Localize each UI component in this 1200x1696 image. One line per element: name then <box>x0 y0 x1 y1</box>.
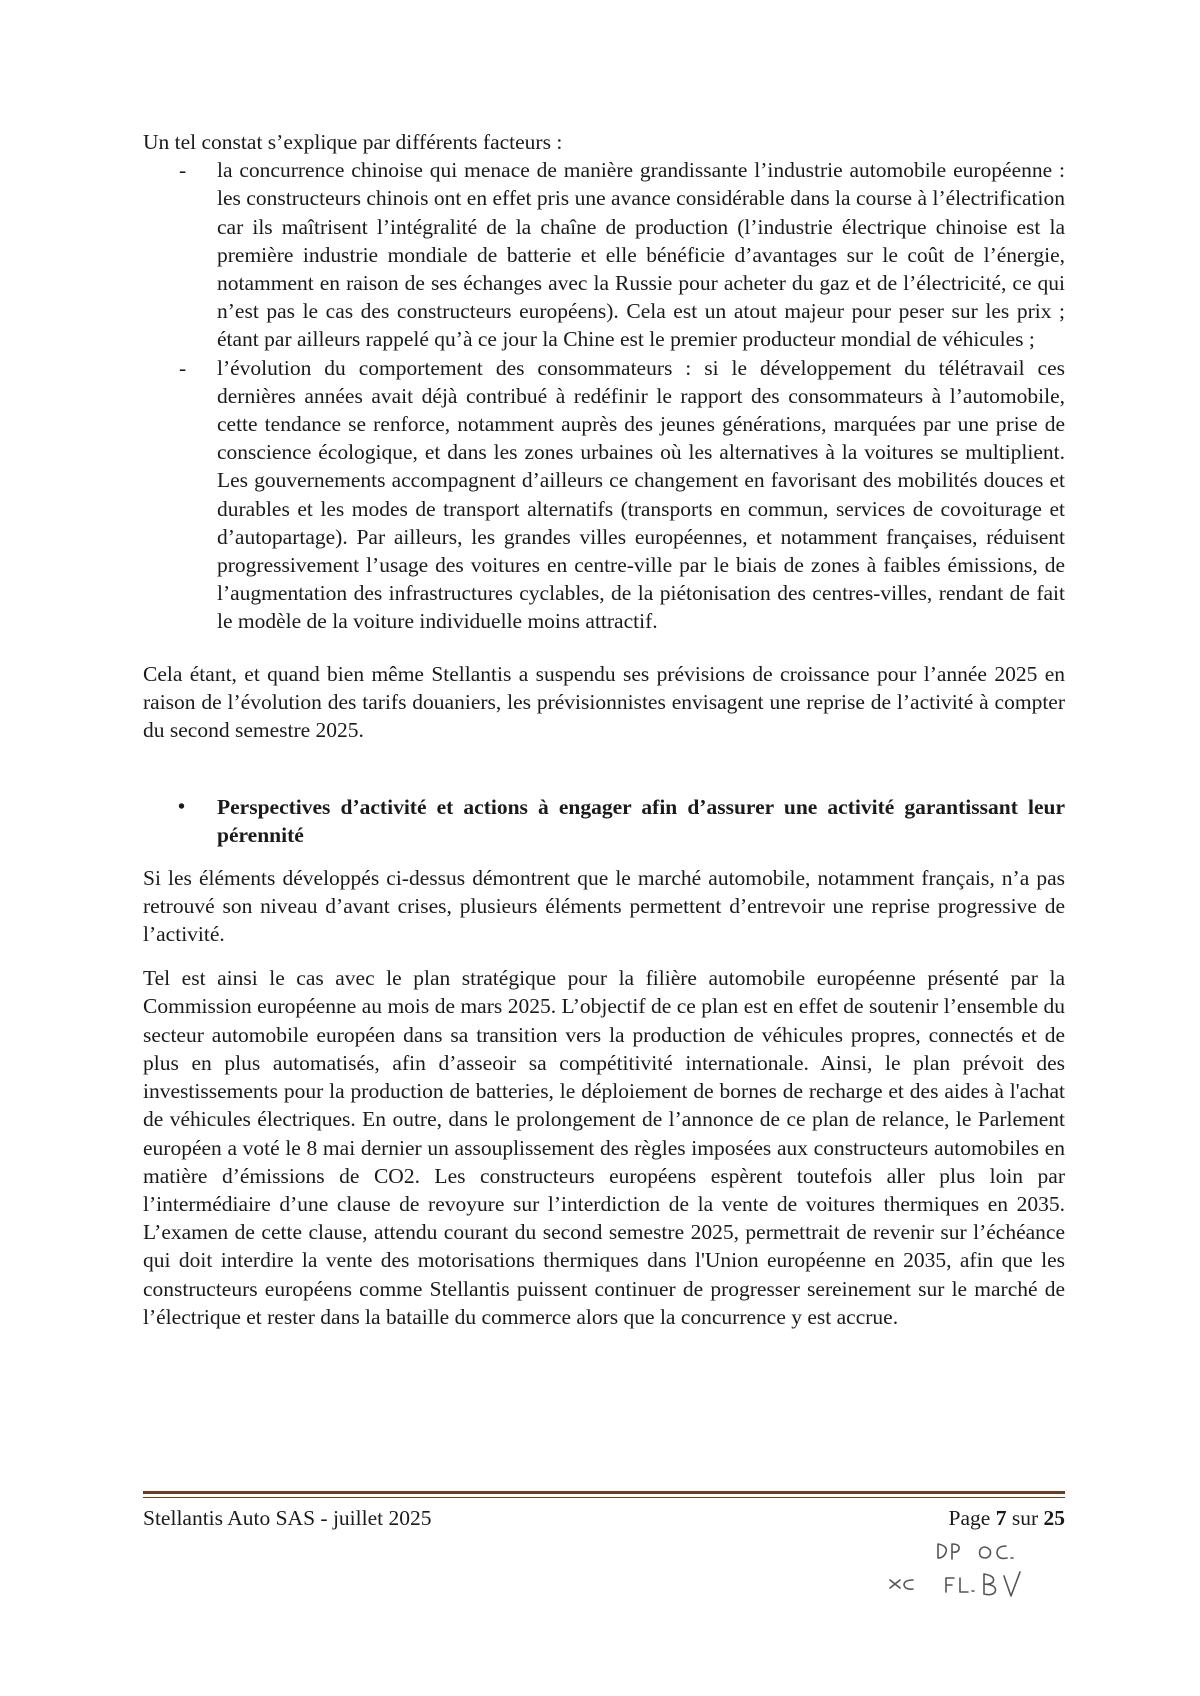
factors-list <box>143 156 1065 635</box>
footer-rule-thick <box>143 1491 1065 1494</box>
list-item <box>143 156 1065 353</box>
paragraph-recovery: Si les éléments développés ci-dessus démontrent que le marché automobile, notamment français, n’a pas retrouvé son niveau d’avant crises, plusieurs éléments permettent d’entrevoir une reprise progressive de l’activité. <box>143 865 1065 947</box>
section-heading-text: Perspectives d’activité et actions à engager afin d’assurer une activité garantissant leur pérennité <box>217 795 1065 848</box>
list-item <box>143 354 1065 636</box>
factor-text-chinese-competition: la concurrence chinoise qui menace de manière grandissante l’industrie automobile européenne : les constructeurs chinois ont en effet pris une avance considérable dans la course à l’électrification car ils maîtrisent l’intégralité de la chaîne de production (l’industrie électrique chinoise est la première industrie mondiale de batterie et elle bénéficie d’avantages sur le coût de l’énergie, notamment en raison de ses échanges avec la Russie pour acheter du gaz et de l’électricité, ce qui n’est pas le cas des constructeurs européens). Cela est un atout majeur pour peser sur les prix ; étant par ailleurs rappelé qu’à ce jour la Chine est le premier producteur mondial de véhicules ; <box>217 158 1065 352</box>
dash-marker: - <box>179 158 187 183</box>
dash-marker: - <box>179 355 187 380</box>
paragraph-strategic-plan: Tel est ainsi le cas avec le plan stratégique pour la filière automobile européenne présenté par la Commission européenne au mois de mars 2025. L’objectif de ce plan est en effet de soutenir l’ensemble du secteur automobile européen dans sa transition vers la production de véhicules propres, connectés et de plus en plus automatisés, afin d’asseoir sa compétitivité internationale. Ainsi, le plan prévoit des investissements pour la production de batteries, le déploiement de bornes de recharge et des aides à l'achat de véhicules électriques. En outre, dans le prolongement de l’annonce de ce plan de relance, le Parlement européen a voté le 8 mai dernier un assouplissement des règles imposées aux constructeurs automobiles en matière d’émissions de CO2. Les constructeurs européens espèrent toutefois aller plus loin par l’intermédiaire d’une clause de revoyure sur l’interdiction de la vente de voitures thermiques en 2035. L’examen de cette clause, attendu courant du second semestre 2025, permettrait de revenir sur l’échéance qui doit interdire la vente des motorisations thermiques dans l'Union européenne en 2035, afin que les constructeurs européens comme Stellantis puissent continuer de progresser sereinement sur le marché de l’électrique et rester dans la bataille du commerce alors que la concurrence y est accrue. <box>143 966 1065 1329</box>
footer-rule-thin <box>143 1497 1065 1498</box>
footer-page-number <box>949 1506 1065 1531</box>
handwritten-initials <box>880 1538 1050 1608</box>
total-pages: 25 <box>1043 1506 1065 1530</box>
factor-text-consumer-behaviour: l’évolution du comportement des consommateurs : si le développement du télétravail ces dernières années avait déjà contribué à redéfinir le rapport des consommateurs à l’automobile, cette tendance se renforce, notamment auprès des jeunes générations, marquées par une prise de conscience écologique, et dans les zones urbaines où les alternatives à la voitures se multiplient. Les gouvernements accompagnent d’ailleurs ce changement en favorisant des mobilités douces et durables et les modes de transport alternatifs (transports en commun, services de covoiturage et d’autopartage). Par ailleurs, les grandes villes européennes, et notamment françaises, réduisent progressivement l’usage des voitures en centre-ville par le biais de zones à faibles émissions, de l’augmentation des infrastructures cyclables, de la piétonisation des centres-villes, rendant de fait le modèle de la voiture individuelle moins attractif. <box>217 355 1065 634</box>
footer-company-date: Stellantis Auto SAS - juillet 2025 <box>143 1506 432 1530</box>
bullet-marker: • <box>178 796 186 819</box>
page-label: Page <box>948 1506 991 1530</box>
intro-sentence: Un tel constat s’explique par différents facteurs : <box>143 130 563 154</box>
current-page: 7 <box>995 1506 1007 1530</box>
of-label: sur <box>1011 1506 1039 1530</box>
page-body <box>143 128 1065 1331</box>
section-heading <box>143 793 1065 849</box>
paragraph-forecast: Cela étant, et quand bien même Stellantis a suspendu ses prévisions de croissance pour l’année 2025 en raison de l’évolution des tarifs douaniers, les prévisionnistes envisagent une reprise de l’activité à compter du second semestre 2025. <box>143 661 1065 743</box>
